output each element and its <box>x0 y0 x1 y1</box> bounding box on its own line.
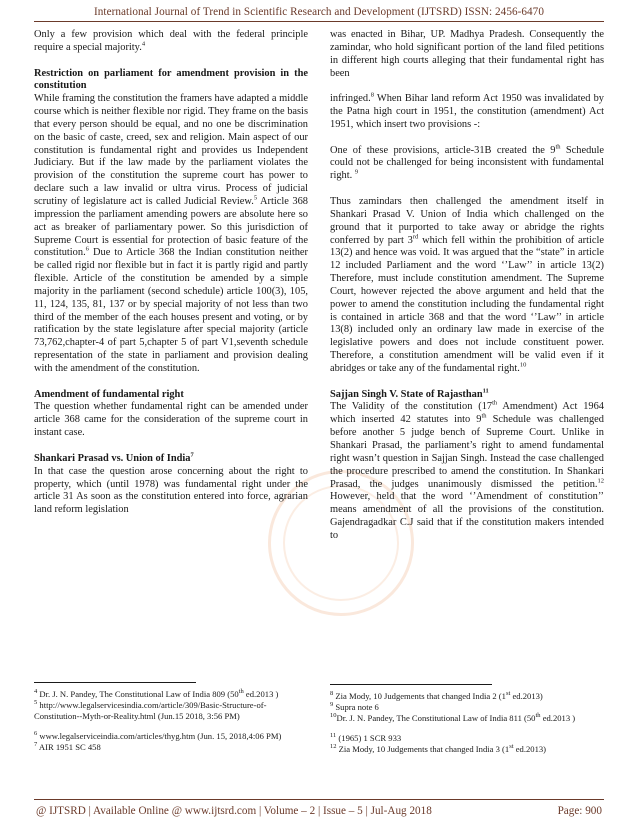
body-paragraph: infringed.$^8$ When Bihar land reform Act 1950 was invalidated by the Patna high court in 1951, the constitution (amendment) Act 1951, which insert two provisions -: <box>330 91 604 130</box>
section-heading-shankari: Shankari Prasad vs. Union of India$^7$ <box>34 451 194 464</box>
body-paragraph: One of these provisions, article-31B created the 9th Schedule could not be challenged for being inconsistent with fundamental right. $^9$ <box>330 143 604 182</box>
right-column <box>330 29 604 543</box>
footnote-6[interactable]: $^6$ www.legalserviceindia.com/articles/thyg.htm (Jun. 15, 2018,4:06 PM) <box>34 729 282 741</box>
footnote-rule <box>330 684 492 685</box>
body-paragraph: In that case the question arose concerning about the right to property, which (until 1978) was fundamental right under the article 31 As soon as the constitution entered into force, agrarian land reform legislation <box>34 465 308 516</box>
left-column <box>34 29 308 517</box>
page-number: Page: 900 <box>557 805 602 817</box>
footnote-10: $^{10}$Dr. J. N. Pandey, The Constitutional Law of India 811 (50th ed.2013 ) <box>330 712 576 724</box>
page-footer <box>36 805 602 817</box>
footnote-5[interactable]: $^5$ http://www.legalservicesindia.com/article/309/Basic-Structure-of-Constitution--Myth-or-Reality.html (Jun.15 2018, 3:56 PM) <box>34 699 267 722</box>
footnote-11: $^{11}$ (1965) 1 SCR 933 <box>330 731 402 743</box>
footnote-ref[interactable]: 5 <box>253 194 258 202</box>
footnote-ref[interactable]: 8 <box>370 91 374 99</box>
section-heading-restriction: Restriction on parliament for amendment provision in the constitution <box>34 67 308 92</box>
footnote-ref[interactable]: 6 <box>85 245 89 253</box>
footnote-9: $^9$ Supra note 6 <box>330 701 379 713</box>
footnotes-left <box>34 682 308 753</box>
body-paragraph: While framing the constitution the framers have adapted a middle course which is neither flexible nor rigid. They frame on the basis that every person should be equal, and no one be discrimination on the basic of caste, creed, sex and religion. Main aspect of our constitution is fundamental right and provides us Independent Judiciary. But if the law made by the parliament violates the provision of the constitution the supreme court has power to declare such a law invalid or ultra virus. Process of judicial scrutiny of legislature act is called Judicial Review.$^5$ Article 368 impression the parliament amending powers are absolute here so act as breaker of parliamentary power. So this jurisdiction of Supreme Court is essential for protection of basic feature of the constitution.$^6$ Due to Article 368 the Indian constitution neither be called rigid nor flexible but in fact it is partly rigid and partly flexible. Article of the constitution be amended by a simple majority in the parliament (second schedule) article 100(3), 105, 11, 124, 135, 81, 137 or by special majority of not less than two third of the member of the each houses present and voting, or by ratification by the state legislature after special majority (article 73,762,chapter-4 of part 5,chapter 5 of part V1,seventh schedule representation of the state in parliament and provision dealing with the amendment of the constitution. <box>34 93 309 374</box>
section-heading-sajjan: Sajjan Singh V. State of Rajasthan$^{11}$ <box>330 387 489 400</box>
footnote-ref[interactable]: 4 <box>141 40 146 48</box>
footnote-rule <box>34 682 196 683</box>
body-paragraph: was enacted in Bihar, UP. Madhya Pradesh. Consequently the zamindar, who hold significant portion of the land filed petitions in different high courts alleging that their fundamental right has been <box>330 29 604 79</box>
footnote-ref[interactable]: 10 <box>519 361 527 369</box>
footnote-ref[interactable]: 11 <box>482 387 489 395</box>
header-rule <box>34 21 604 22</box>
journal-header: International Journal of Trend in Scientific Research and Development (IJTSRD) ISSN: 2456-6470 <box>94 6 544 18</box>
body-paragraph: Thus zamindars then challenged the amendment itself in Shankari Prasad V. Union of India which challenged on the ground that it purported to take away or abridge the rights conferred by part 3rd which fell within the prohibition of article 13(2) and hence was void. It was argued that the “state” in article 12 included Parliament and the word ‘’Law’’ in article 13(2) Therefore, must include constitution amendment. The Supreme Court, however rejected the above argument and held that the power to amend the constitution including the fundamental right is contained in article 368 and that the word ‘’Law’’ in article 13(8) included only an ordinary law made in exercise of the legislative powers and does not include constituent power. Therefore, a constitution amendment will be valid even if it abridges or take any of the fundamental right.$^{10}$ <box>330 195 604 374</box>
footnotes-right <box>330 684 604 755</box>
footnote-12: $^{12}$ Zia Mody, 10 Judgements that changed India 3 (1st ed.2013) <box>330 742 547 754</box>
footnote-ref[interactable]: 9 <box>354 168 359 176</box>
intro-paragraph: Only a few provision which deal with the federal principle require a special majority.$^4$ <box>34 29 308 53</box>
body-paragraph: The Validity of the constitution (17th Amendment) Act 1964 which inserted 42 statutes into 9th Schedule was challenged before another 5 judge bench of Supreme Court. Unlike in Shankari Prasad, the parliament’s right to amend fundamental right wasn’t question in Sajjan Singh. Instead the case challenged the procedure prescribed to amend the constitution. In Shankari Prasad, the judges unanimously dismissed the petition.$^{12}$ However, held that the word ‘’Amendment of constitution’’ means amendment of all the provisions of the constitution. Gajendragadkar C.J said that if the constitution makers intended to <box>330 400 604 541</box>
footnote-ref[interactable]: 12 <box>597 477 604 485</box>
footnote-7: $^7$ AIR 1951 SC 458 <box>34 740 101 752</box>
footnote-8: $^8$ Zia Mody, 10 Judgements that changed India 2 (1st ed.2013) <box>330 690 543 701</box>
footnote-ref[interactable]: 7 <box>190 451 194 459</box>
footer-journal-info: @ IJTSRD | Available Online @ www.ijtsrd.com | Volume – 2 | Issue – 5 | Jul-Aug 2018 <box>36 805 432 817</box>
footnote-4: $^4$ Dr. J. N. Pandey, The Constitutional Law of India 809 (50th ed.2013 ) <box>34 688 279 699</box>
footer-rule <box>34 799 604 800</box>
body-paragraph: The question whether fundamental right can be amended under article 368 came for the consideration of the supreme court in instant case. <box>34 401 308 439</box>
section-heading-amendment: Amendment of fundamental right <box>34 388 184 400</box>
